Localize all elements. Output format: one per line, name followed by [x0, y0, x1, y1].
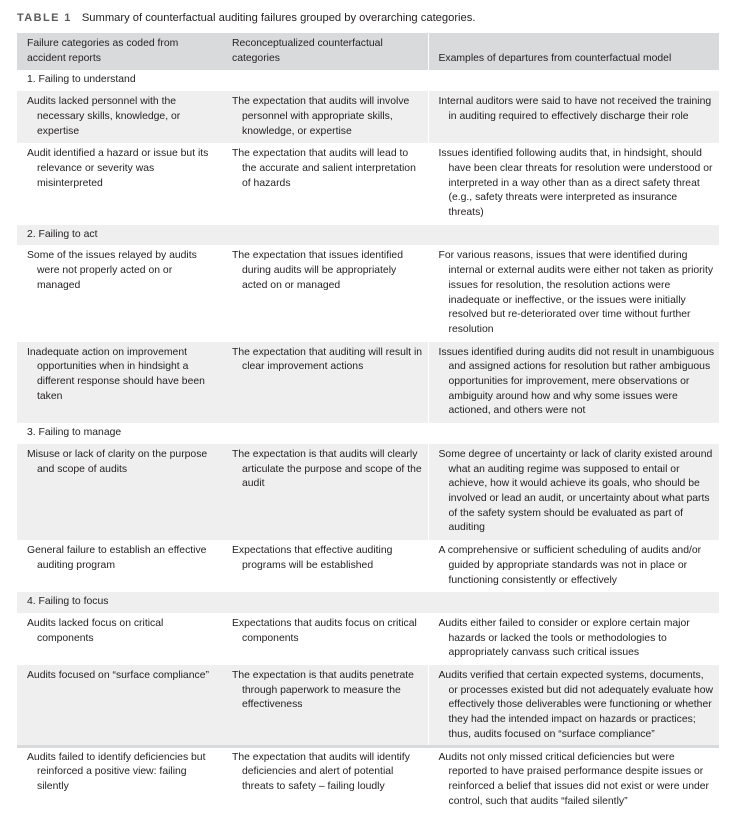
counterfactual-category-cell-text: The expectation that audits will identify deficiencies and alert of potential threats to safety – failing loudly: [232, 751, 410, 792]
failure-category-cell-text: Audits lacked focus on critical components: [27, 617, 164, 644]
counterfactual-category-cell: [222, 747, 428, 815]
failure-category-cell: [17, 613, 222, 665]
table-row: [17, 245, 719, 341]
table-body: [17, 70, 719, 815]
table-row: [17, 444, 719, 540]
example-cell-text: Issues identified following audits that, in hindsight, should have been clear threats for resolution were understood or interpreted in a way other than as a direct safety threat (e.g., safety threats were interpreted as insurance threats): [438, 148, 713, 219]
counterfactual-category-cell-text: The expectation is that audits penetrate through paperwork to measure the effectiveness: [232, 670, 414, 711]
counterfactual-category-cell-text: The expectation that auditing will result in clear improvement actions: [232, 346, 423, 373]
category-title: 3. Failing to manage: [27, 427, 122, 439]
table-row: [17, 540, 719, 592]
counterfactual-category-cell: [222, 444, 428, 540]
example-cell: [428, 143, 719, 225]
failure-category-cell: [17, 665, 222, 747]
table-row: [17, 143, 719, 225]
counterfactual-category-cell-text: The expectation is that audits will clearly articulate the purpose and scope of the audit: [232, 448, 422, 490]
table-row: [17, 665, 719, 747]
table-header: [17, 33, 719, 70]
failure-category-cell-text: Misuse or lack of clarity on the purpose and scope of audits: [27, 448, 208, 475]
example-cell: [428, 540, 719, 592]
failure-category-cell: [17, 540, 222, 592]
example-cell-text: Audits verified that certain expected systems, documents, or processes existed but did not adequately evaluate how effectively those deliverables were functioning or whether they had the intended impact on hazards or practices; thus, audits focused on “surface compliance”: [438, 670, 714, 740]
example-cell-text: A comprehensive or sufficient scheduling of audits and/or guided by appropriate standards was not in place or functioning consistently or effectively: [438, 545, 702, 586]
failure-category-cell-text: General failure to establish an effective auditing program: [27, 545, 207, 571]
header-reconceptualized-categories: Reconceptualized counterfactual categories: [222, 33, 428, 70]
example-cell-text: Audits either failed to consider or explore certain major hazards or lacked the tools or methodologies to appropriately canvass such critical issues: [438, 617, 690, 659]
table-row: [17, 747, 719, 815]
example-cell-text: Internal auditors were said to have not received the training in auditing required to effectively discharge their role: [438, 96, 712, 122]
category-row: [17, 225, 719, 246]
failure-category-cell-text: Audit identified a hazard or issue but its relevance or severity was misinterpreted: [27, 148, 209, 189]
failure-category-cell-text: Audits failed to identify deficiencies but reinforced a positive view: failing silently: [27, 751, 206, 792]
table-row: [17, 342, 719, 424]
failure-category-cell-text: Audits focused on “surface compliance”: [27, 670, 209, 682]
counterfactual-category-cell: [222, 613, 428, 665]
example-cell-text: For various reasons, issues that were identified during internal or external audits were either not taken as priority issues for resolution, the resolution actions were inadequate or ineffective, or the issues were initially resolved but re-deteriorated over time without further resolution: [438, 250, 714, 335]
header-row: [17, 33, 719, 70]
table-row: [17, 613, 719, 665]
table-bottom-rule: [17, 745, 719, 748]
failure-category-cell: [17, 91, 222, 143]
table-caption: [17, 12, 475, 24]
example-cell: [428, 245, 719, 341]
example-cell-text: Some degree of uncertainty or lack of clarity existed around what an auditing regime was supposed to entail or achieve, how it would achieve its goals, who should be involved or lead an audit, or uncertainty about what parts of the safety system should be evaluated as part of auditing: [438, 448, 713, 534]
failure-category-cell-text: Inadequate action on improvement opportunities when in hindsight a different response should have been taken: [27, 346, 205, 402]
counterfactual-category-cell-text: The expectation that issues identified during audits will be appropriately acted on or managed: [232, 250, 403, 291]
counterfactual-category-cell: [222, 342, 428, 424]
failure-category-cell: [17, 245, 222, 341]
example-cell-text: Audits not only missed critical deficiencies but were reported to have praised performance despite issues or reinforced a belief that issues did not exist or were under control, such that audits “failed silently”: [438, 751, 709, 807]
counterfactual-category-cell-text: Expectations that effective auditing programs will be established: [232, 545, 393, 571]
header-failure-categories: Failure categories as coded from accident reports: [17, 33, 222, 70]
failure-category-cell: [17, 342, 222, 424]
example-cell: [428, 91, 719, 143]
example-cell: [428, 342, 719, 424]
table-caption-text: Summary of counterfactual auditing failures grouped by overarching categories.: [81, 12, 476, 24]
counterfactual-category-cell: [222, 143, 428, 225]
failure-category-cell: [17, 747, 222, 815]
failure-category-cell-text: Audits lacked personnel with the necessary skills, knowledge, or expertise: [27, 96, 181, 137]
category-title: 2. Failing to act: [17, 225, 719, 246]
header-examples: Examples of departures from counterfactual model: [428, 33, 719, 70]
category-title: 4. Failing to focus: [17, 592, 719, 613]
example-cell: [428, 444, 719, 540]
failure-category-cell-text: Some of the issues relayed by audits were not properly acted on or managed: [27, 250, 197, 291]
example-cell-text: Issues identified during audits did not result in unambiguous and assigned actions for resolution but rather ambiguous opportunities for improvement, mere observations or ambiguity around how and why some issues were actioned, and others were not: [438, 346, 715, 417]
table-label: TABLE 1: [17, 12, 72, 24]
example-cell: [428, 747, 719, 815]
counterfactual-category-cell: [222, 540, 428, 592]
audit-failures-table: [17, 33, 719, 815]
counterfactual-category-cell-text: The expectation that audits will involve personnel with appropriate skills, knowledge, or expertise: [232, 96, 410, 137]
example-cell: [428, 665, 719, 747]
counterfactual-category-cell-text: Expectations that audits focus on critical components: [232, 617, 417, 644]
counterfactual-category-cell: [222, 665, 428, 747]
failure-category-cell: [17, 444, 222, 540]
example-cell: [428, 613, 719, 665]
table-row: [17, 91, 719, 143]
category-row: [17, 592, 719, 613]
category-row: [17, 423, 719, 444]
failure-category-cell: [17, 143, 222, 225]
category-title: 1. Failing to understand: [27, 74, 136, 86]
counterfactual-category-cell-text: The expectation that audits will lead to the accurate and salient interpretation of hazards: [232, 148, 416, 189]
counterfactual-category-cell: [222, 245, 428, 341]
counterfactual-category-cell: [222, 91, 428, 143]
category-row: [17, 70, 719, 91]
